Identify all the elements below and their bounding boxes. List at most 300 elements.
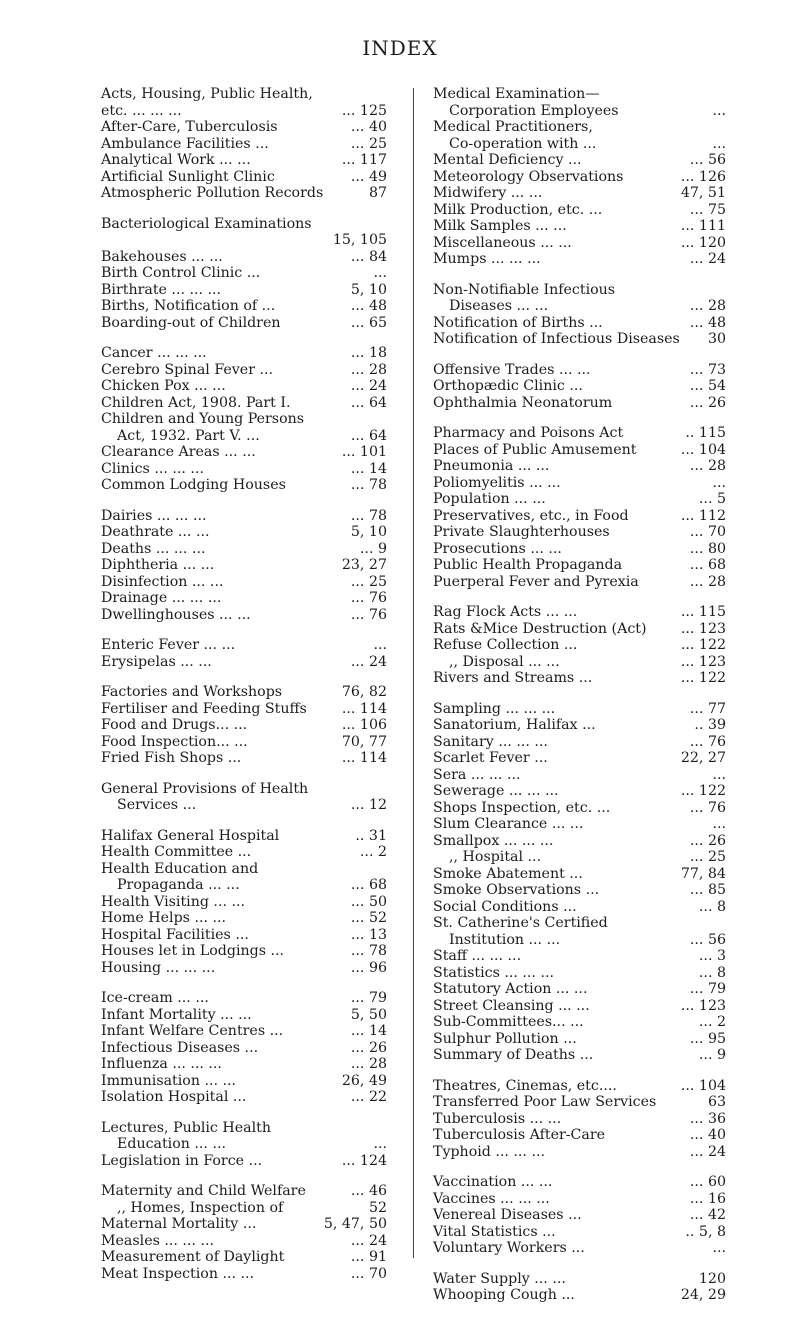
index-entry	[433, 169, 726, 186]
index-term: Whooping Cough ...	[433, 1287, 575, 1303]
index-entry	[433, 701, 726, 718]
index-entry	[101, 428, 387, 445]
index-page-ref: ... 78	[350, 477, 387, 493]
index-page-ref: ... 79	[350, 990, 387, 1006]
index-term: Maternal Mortality ...	[101, 1216, 257, 1232]
index-term: Children Act, 1908. Part I.	[101, 394, 291, 411]
index-term: Vital Statistics ...	[433, 1223, 556, 1240]
index-page-ref: ... 111	[680, 218, 726, 234]
index-page-ref: ... 3	[698, 948, 726, 964]
index-entry	[101, 136, 387, 153]
index-entry	[101, 232, 387, 249]
index-entry	[101, 828, 387, 845]
index-term: Poliomyelitis ... ...	[433, 474, 561, 491]
index-term: Sampling ... ... ...	[433, 700, 556, 717]
page-title: INDEX	[362, 36, 438, 60]
index-page-ref: ... 24	[689, 251, 726, 267]
index-entry	[433, 932, 726, 949]
index-entry	[433, 218, 726, 235]
index-term: Chicken Pox ... ...	[101, 378, 226, 394]
index-entry	[101, 1023, 387, 1040]
index-term: Offensive Trades ... ...	[433, 361, 591, 378]
index-term: Sera ... ... ...	[433, 766, 521, 783]
index-page-ref: ... 9	[359, 540, 387, 557]
index-page-ref: 22, 27	[680, 750, 726, 766]
index-term: Medical Examination—	[433, 86, 600, 102]
index-page-ref: 120	[698, 1270, 726, 1287]
index-term: Venereal Diseases ...	[433, 1207, 582, 1223]
index-entry	[433, 298, 726, 315]
index-term: Boarding-out of Children	[101, 314, 281, 331]
index-page-ref: ... 54	[689, 378, 726, 394]
index-page-ref: ... 114	[341, 700, 387, 717]
index-entry	[433, 833, 726, 850]
index-entry	[433, 816, 726, 833]
index-term: Smoke Abatement ...	[433, 865, 583, 882]
index-entry	[433, 1111, 726, 1128]
index-term: Education ... ...	[117, 1136, 226, 1152]
index-term: Institution ... ...	[449, 931, 561, 948]
index-entry	[433, 1031, 726, 1048]
index-term: Sub-Committees... ...	[433, 1014, 584, 1030]
index-entry	[433, 637, 726, 654]
index-page-ref: 77, 84	[680, 865, 726, 882]
index-term: Midwifery ... ...	[433, 185, 543, 201]
index-entry	[101, 1233, 387, 1250]
index-term: Mumps ... ... ...	[433, 251, 541, 267]
index-entry	[433, 965, 726, 982]
index-page-ref: ... 56	[689, 931, 726, 948]
index-page-ref: ... 78	[350, 507, 387, 524]
index-page-ref: 5, 50	[350, 1006, 387, 1023]
index-entry	[101, 1120, 387, 1137]
index-page-ref: ... 40	[689, 1127, 726, 1143]
index-term: Non-Notifiable Infectious	[433, 281, 616, 298]
index-term: Factories and Workshops	[101, 684, 283, 700]
index-entry	[101, 216, 387, 233]
index-entry	[433, 331, 726, 348]
index-entry	[101, 910, 387, 927]
index-page-ref: ... 101	[341, 444, 387, 460]
index-term: Hospital Facilities ...	[101, 926, 249, 943]
index-page-ref: ... 64	[350, 394, 387, 411]
index-entry	[433, 1144, 726, 1161]
index-term: Clearance Areas ... ...	[101, 444, 256, 460]
index-term: Legislation in Force ...	[101, 1152, 263, 1169]
index-page-ref: ... 26	[350, 1039, 387, 1056]
index-entry	[433, 1287, 726, 1304]
index-page-ref: ... 52	[350, 910, 387, 926]
index-page-ref: ... 25	[689, 849, 726, 865]
index-page-ref: ... 104	[680, 1077, 726, 1094]
index-entry	[433, 458, 726, 475]
index-entry	[101, 1183, 387, 1200]
index-entry	[101, 797, 387, 814]
index-term: Theatres, Cinemas, etc....	[433, 1077, 617, 1094]
index-entry	[433, 1191, 726, 1208]
index-term: Services ...	[117, 797, 197, 813]
index-entry	[101, 345, 387, 362]
index-term: Sanatorium, Halifax ...	[433, 717, 596, 733]
index-entry	[101, 844, 387, 861]
index-term: Home Helps ... ...	[101, 910, 227, 926]
index-entry	[101, 315, 387, 332]
index-page-ref: ... 122	[680, 783, 726, 799]
index-page-ref: 23, 27	[341, 557, 387, 573]
index-page-ref: ... 24	[689, 1143, 726, 1160]
index-page-ref: 47, 51	[680, 185, 726, 201]
index-page-ref: ... 91	[350, 1249, 387, 1265]
index-page-ref: ... 8	[698, 964, 726, 981]
index-page-ref: ... 76	[689, 733, 726, 750]
index-entry	[101, 362, 387, 379]
index-entry	[433, 395, 726, 412]
index-page-ref: ... 28	[350, 1056, 387, 1072]
index-term: Measurement of Daylight	[101, 1249, 285, 1265]
index-entry	[433, 475, 726, 492]
index-entry	[101, 1136, 387, 1153]
index-page-ref: ... 80	[689, 540, 726, 557]
index-term: Clinics ... ... ...	[101, 460, 204, 477]
index-entry	[433, 362, 726, 379]
index-entry	[433, 119, 726, 136]
index-page-ref: 87	[368, 185, 387, 201]
index-page-ref: ... 16	[689, 1190, 726, 1207]
index-entry	[101, 524, 387, 541]
index-page-ref: ... 123	[680, 997, 726, 1014]
index-page-ref: ... 24	[350, 653, 387, 670]
index-term: Public Health Propaganda	[433, 557, 623, 573]
index-page-ref: .. 31	[355, 827, 387, 844]
index-page-ref: ... 50	[350, 893, 387, 910]
index-page-ref: ... 117	[341, 152, 387, 168]
index-entry	[433, 442, 726, 459]
index-entry	[433, 152, 726, 169]
index-term: Meat Inspection ... ...	[101, 1265, 255, 1282]
index-term: Statistics ... ... ...	[433, 964, 554, 981]
index-page-ref: ... 112	[680, 507, 726, 524]
index-term: Halifax General Hospital	[101, 827, 280, 844]
index-page-ref: ... 14	[350, 460, 387, 477]
index-entry	[101, 185, 387, 202]
index-entry	[101, 684, 387, 701]
index-page-ref: 24, 29	[680, 1287, 726, 1303]
index-entry	[433, 1014, 726, 1031]
index-entry	[101, 1040, 387, 1057]
index-term: Disinfection ... ...	[101, 573, 224, 590]
index-term: Erysipelas ... ...	[101, 653, 212, 670]
index-term: Transferred Poor Law Services	[433, 1094, 657, 1110]
index-page-ref: 5, 10	[350, 524, 387, 540]
index-entry	[433, 849, 726, 866]
index-term: ,, Hospital ...	[449, 849, 542, 865]
index-term: Pharmacy and Poisons Act	[433, 425, 624, 441]
index-term: Measles ... ... ...	[101, 1232, 214, 1249]
index-entry	[433, 750, 726, 767]
index-page-ref: ... 28	[689, 298, 726, 314]
index-term: Prosecutions ... ...	[433, 540, 562, 557]
index-page-ref: ... 2	[359, 844, 387, 860]
index-page-ref: ...	[712, 1240, 726, 1256]
index-term: Rag Flock Acts ... ...	[433, 604, 578, 620]
index-page-ref: ... 28	[689, 573, 726, 590]
index-page-ref: ... 79	[689, 981, 726, 997]
index-entry	[433, 574, 726, 591]
index-term: Birthrate ... ... ...	[101, 281, 222, 298]
index-term: Isolation Hospital ...	[101, 1089, 247, 1105]
index-term: Health Visiting ... ...	[101, 893, 246, 910]
index-entry	[433, 915, 726, 932]
index-term: Artificial Sunlight Clinic	[101, 168, 275, 185]
index-term: Notification of Infectious Diseases	[433, 331, 680, 347]
index-entry	[101, 1056, 387, 1073]
index-term: St. Catherine's Certified	[433, 915, 608, 931]
index-term: Pneumonia ... ...	[433, 458, 550, 474]
index-entry	[433, 1224, 726, 1241]
index-page-ref: ...	[712, 816, 726, 832]
index-term: Cerebro Spinal Fever ...	[101, 361, 274, 378]
index-term: Children and Young Persons	[101, 411, 305, 427]
index-term: Ambulance Facilities ...	[101, 135, 269, 152]
index-entry	[433, 800, 726, 817]
index-term: Places of Public Amusement	[433, 441, 637, 458]
index-term: Corporation Employees	[449, 102, 619, 119]
index-entry	[101, 943, 387, 960]
index-page-ref: ... 68	[689, 557, 726, 573]
index-page-ref: ... 60	[689, 1174, 726, 1190]
index-entry	[101, 249, 387, 266]
index-page-ref: ... 85	[689, 882, 726, 898]
index-term: Ophthalmia Neonatorum	[433, 394, 613, 411]
index-term: Common Lodging Houses	[101, 477, 286, 493]
index-page-ref: 76, 82	[341, 684, 387, 700]
index-entry	[101, 169, 387, 186]
index-page-ref: ... 28	[350, 361, 387, 378]
index-entry	[101, 960, 387, 977]
index-entry	[101, 574, 387, 591]
index-entry	[433, 185, 726, 202]
index-term: Deaths ... ... ...	[101, 540, 206, 557]
index-page-ref: ... 42	[689, 1207, 726, 1223]
index-term: Diphtheria ... ...	[101, 557, 215, 573]
index-page-ref: ... 36	[689, 1110, 726, 1127]
index-page-ref: ... 64	[350, 427, 387, 444]
index-entry	[433, 1078, 726, 1095]
index-page-ref: ... 95	[689, 1030, 726, 1047]
index-entry	[433, 251, 726, 268]
index-term: Typhoid ... ... ...	[433, 1143, 545, 1160]
index-term: Analytical Work ... ...	[101, 152, 251, 168]
index-entry	[433, 981, 726, 998]
index-entry	[433, 282, 726, 299]
index-page-ref: ... 26	[689, 832, 726, 849]
index-term: Scarlet Fever ...	[433, 750, 548, 766]
index-page-ref: ... 76	[350, 606, 387, 623]
index-term: Rats &Mice Destruction (Act)	[433, 620, 647, 637]
index-entry	[101, 750, 387, 767]
index-page-ref: ... 65	[350, 314, 387, 331]
index-term: etc. ... ... ...	[101, 102, 182, 119]
index-entry	[101, 637, 387, 654]
index-term: Infectious Diseases ...	[101, 1039, 259, 1056]
index-page-ref: ... 78	[350, 943, 387, 959]
index-entry	[101, 701, 387, 718]
index-entry	[433, 557, 726, 574]
index-term: After-Care, Tuberculosis	[101, 119, 278, 135]
index-term: Smoke Observations ...	[433, 882, 600, 898]
index-entry	[101, 1200, 387, 1217]
index-term: ,, Homes, Inspection of	[117, 1199, 284, 1216]
index-entry	[433, 1047, 726, 1064]
index-entry	[433, 1174, 726, 1191]
index-entry	[433, 717, 726, 734]
index-page-ref: ... 22	[350, 1089, 387, 1105]
index-entry	[101, 378, 387, 395]
index-entry	[433, 103, 726, 120]
index-entry	[101, 927, 387, 944]
index-page-ref: ... 14	[350, 1023, 387, 1039]
index-term: Enteric Fever ... ...	[101, 637, 236, 653]
index-term: Food Inspection... ...	[101, 733, 248, 750]
index-page-ref: ... 126	[680, 168, 726, 185]
index-entry	[101, 734, 387, 751]
index-term: Vaccines ... ... ...	[433, 1190, 550, 1207]
index-page-ref: ... 73	[689, 361, 726, 378]
index-term: Co-operation with ...	[449, 135, 597, 152]
index-entry	[433, 767, 726, 784]
index-term: Birth Control Clinic ...	[101, 265, 261, 281]
index-term: Notification of Births ...	[433, 314, 603, 331]
index-term: Health Committee ...	[101, 844, 252, 860]
index-term: Dairies ... ... ...	[101, 507, 207, 524]
index-term: Drainage ... ... ...	[101, 590, 222, 606]
index-term: Summary of Deaths ...	[433, 1047, 594, 1063]
index-term: Mental Deficiency ...	[433, 152, 582, 168]
index-page-ref: ... 106	[341, 717, 387, 733]
index-page-ref: ... 8	[698, 898, 726, 915]
index-page-ref: 5, 47, 50	[323, 1216, 387, 1232]
index-entry	[101, 1153, 387, 1170]
index-term: Staff ... ... ...	[433, 948, 522, 964]
index-entry	[433, 508, 726, 525]
index-entry	[101, 877, 387, 894]
index-page-ref: ... 46	[350, 1183, 387, 1199]
index-page-ref: ...	[712, 766, 726, 783]
index-entry	[433, 734, 726, 751]
index-term: Statutory Action ... ...	[433, 981, 588, 997]
index-entry	[433, 621, 726, 638]
index-term: Sewerage ... ... ...	[433, 783, 559, 799]
index-term: Food and Drugs... ...	[101, 717, 248, 733]
index-term: Maternity and Child Welfare	[101, 1183, 306, 1199]
column-divider	[413, 88, 414, 1258]
index-term: Sanitary ... ... ...	[433, 733, 548, 750]
index-entry	[433, 235, 726, 252]
index-page-ref: ... 76	[350, 590, 387, 606]
index-page-ref: ... 25	[350, 573, 387, 590]
index-entry	[101, 508, 387, 525]
index-entry	[433, 866, 726, 883]
index-term: Puerperal Fever and Pyrexia	[433, 573, 639, 590]
index-term: Diseases ... ...	[449, 298, 549, 314]
index-page-ref: ...	[373, 1136, 387, 1152]
index-entry	[433, 998, 726, 1015]
index-entry	[101, 1216, 387, 1233]
index-page-ref: 5, 10	[350, 281, 387, 298]
index-term: Infant Welfare Centres ...	[101, 1023, 284, 1039]
index-page-ref: ... 70	[350, 1265, 387, 1282]
index-column-left	[101, 86, 387, 1282]
index-term: Orthopædic Clinic ...	[433, 378, 583, 394]
index-page-ref: ... 2	[698, 1014, 726, 1030]
index-entry	[433, 948, 726, 965]
index-term: Preservatives, etc., in Food	[433, 507, 629, 524]
index-page-ref: ... 28	[689, 458, 726, 474]
index-page-ref: ... 13	[350, 926, 387, 943]
index-page-ref: ...	[373, 265, 387, 281]
index-entry	[101, 461, 387, 478]
index-page-ref: ... 18	[350, 345, 387, 361]
index-page-ref: ... 120	[680, 234, 726, 251]
index-term: Voluntary Workers ...	[433, 1240, 585, 1256]
index-entry	[101, 990, 387, 1007]
index-entry	[433, 425, 726, 442]
index-term: Ice-cream ... ...	[101, 990, 209, 1006]
index-term: Health Education and	[101, 860, 259, 877]
index-entry	[101, 717, 387, 734]
index-term: Bakehouses ... ...	[101, 248, 223, 265]
index-term: Street Cleansing ... ...	[433, 997, 590, 1014]
index-entry	[101, 781, 387, 798]
index-term: Fried Fish Shops ...	[101, 750, 242, 766]
index-entry	[101, 1089, 387, 1106]
index-page-ref: ... 123	[680, 653, 726, 670]
index-page-ref: 26, 49	[341, 1072, 387, 1089]
index-entry	[433, 882, 726, 899]
index-term: Influenza ... ... ...	[101, 1056, 222, 1072]
index-page-ref: ... 77	[689, 700, 726, 717]
index-entry	[433, 136, 726, 153]
index-term: Refuse Collection ...	[433, 637, 578, 653]
index-term: Tuberculosis After-Care	[433, 1127, 606, 1143]
index-page-ref: ... 75	[689, 201, 726, 218]
index-entry	[433, 202, 726, 219]
index-term: Immunisation ... ...	[101, 1072, 237, 1089]
index-entry	[101, 557, 387, 574]
index-term: Housing ... ... ...	[101, 959, 216, 976]
index-term: Private Slaughterhouses	[433, 524, 610, 540]
index-term: Water Supply ... ...	[433, 1270, 566, 1287]
index-page-ref: ... 24	[350, 1232, 387, 1249]
index-page-ref: ... 114	[341, 750, 387, 766]
index-page-ref: ...	[712, 102, 726, 119]
index-entry	[433, 491, 726, 508]
index-entry	[101, 411, 387, 428]
index-entry	[433, 315, 726, 332]
index-page-ref: ...	[712, 474, 726, 491]
index-page-ref: ... 9	[698, 1047, 726, 1063]
index-page-ref: .. 5, 8	[685, 1223, 726, 1240]
index-entry	[101, 894, 387, 911]
index-entry	[433, 378, 726, 395]
index-term: Fertiliser and Feeding Stuffs	[101, 700, 307, 717]
index-term: Rivers and Streams ...	[433, 670, 593, 686]
index-page-ref: .. 115	[685, 425, 726, 441]
index-entry	[101, 590, 387, 607]
index-entry	[101, 119, 387, 136]
index-entry	[101, 541, 387, 558]
index-entry	[101, 1007, 387, 1024]
